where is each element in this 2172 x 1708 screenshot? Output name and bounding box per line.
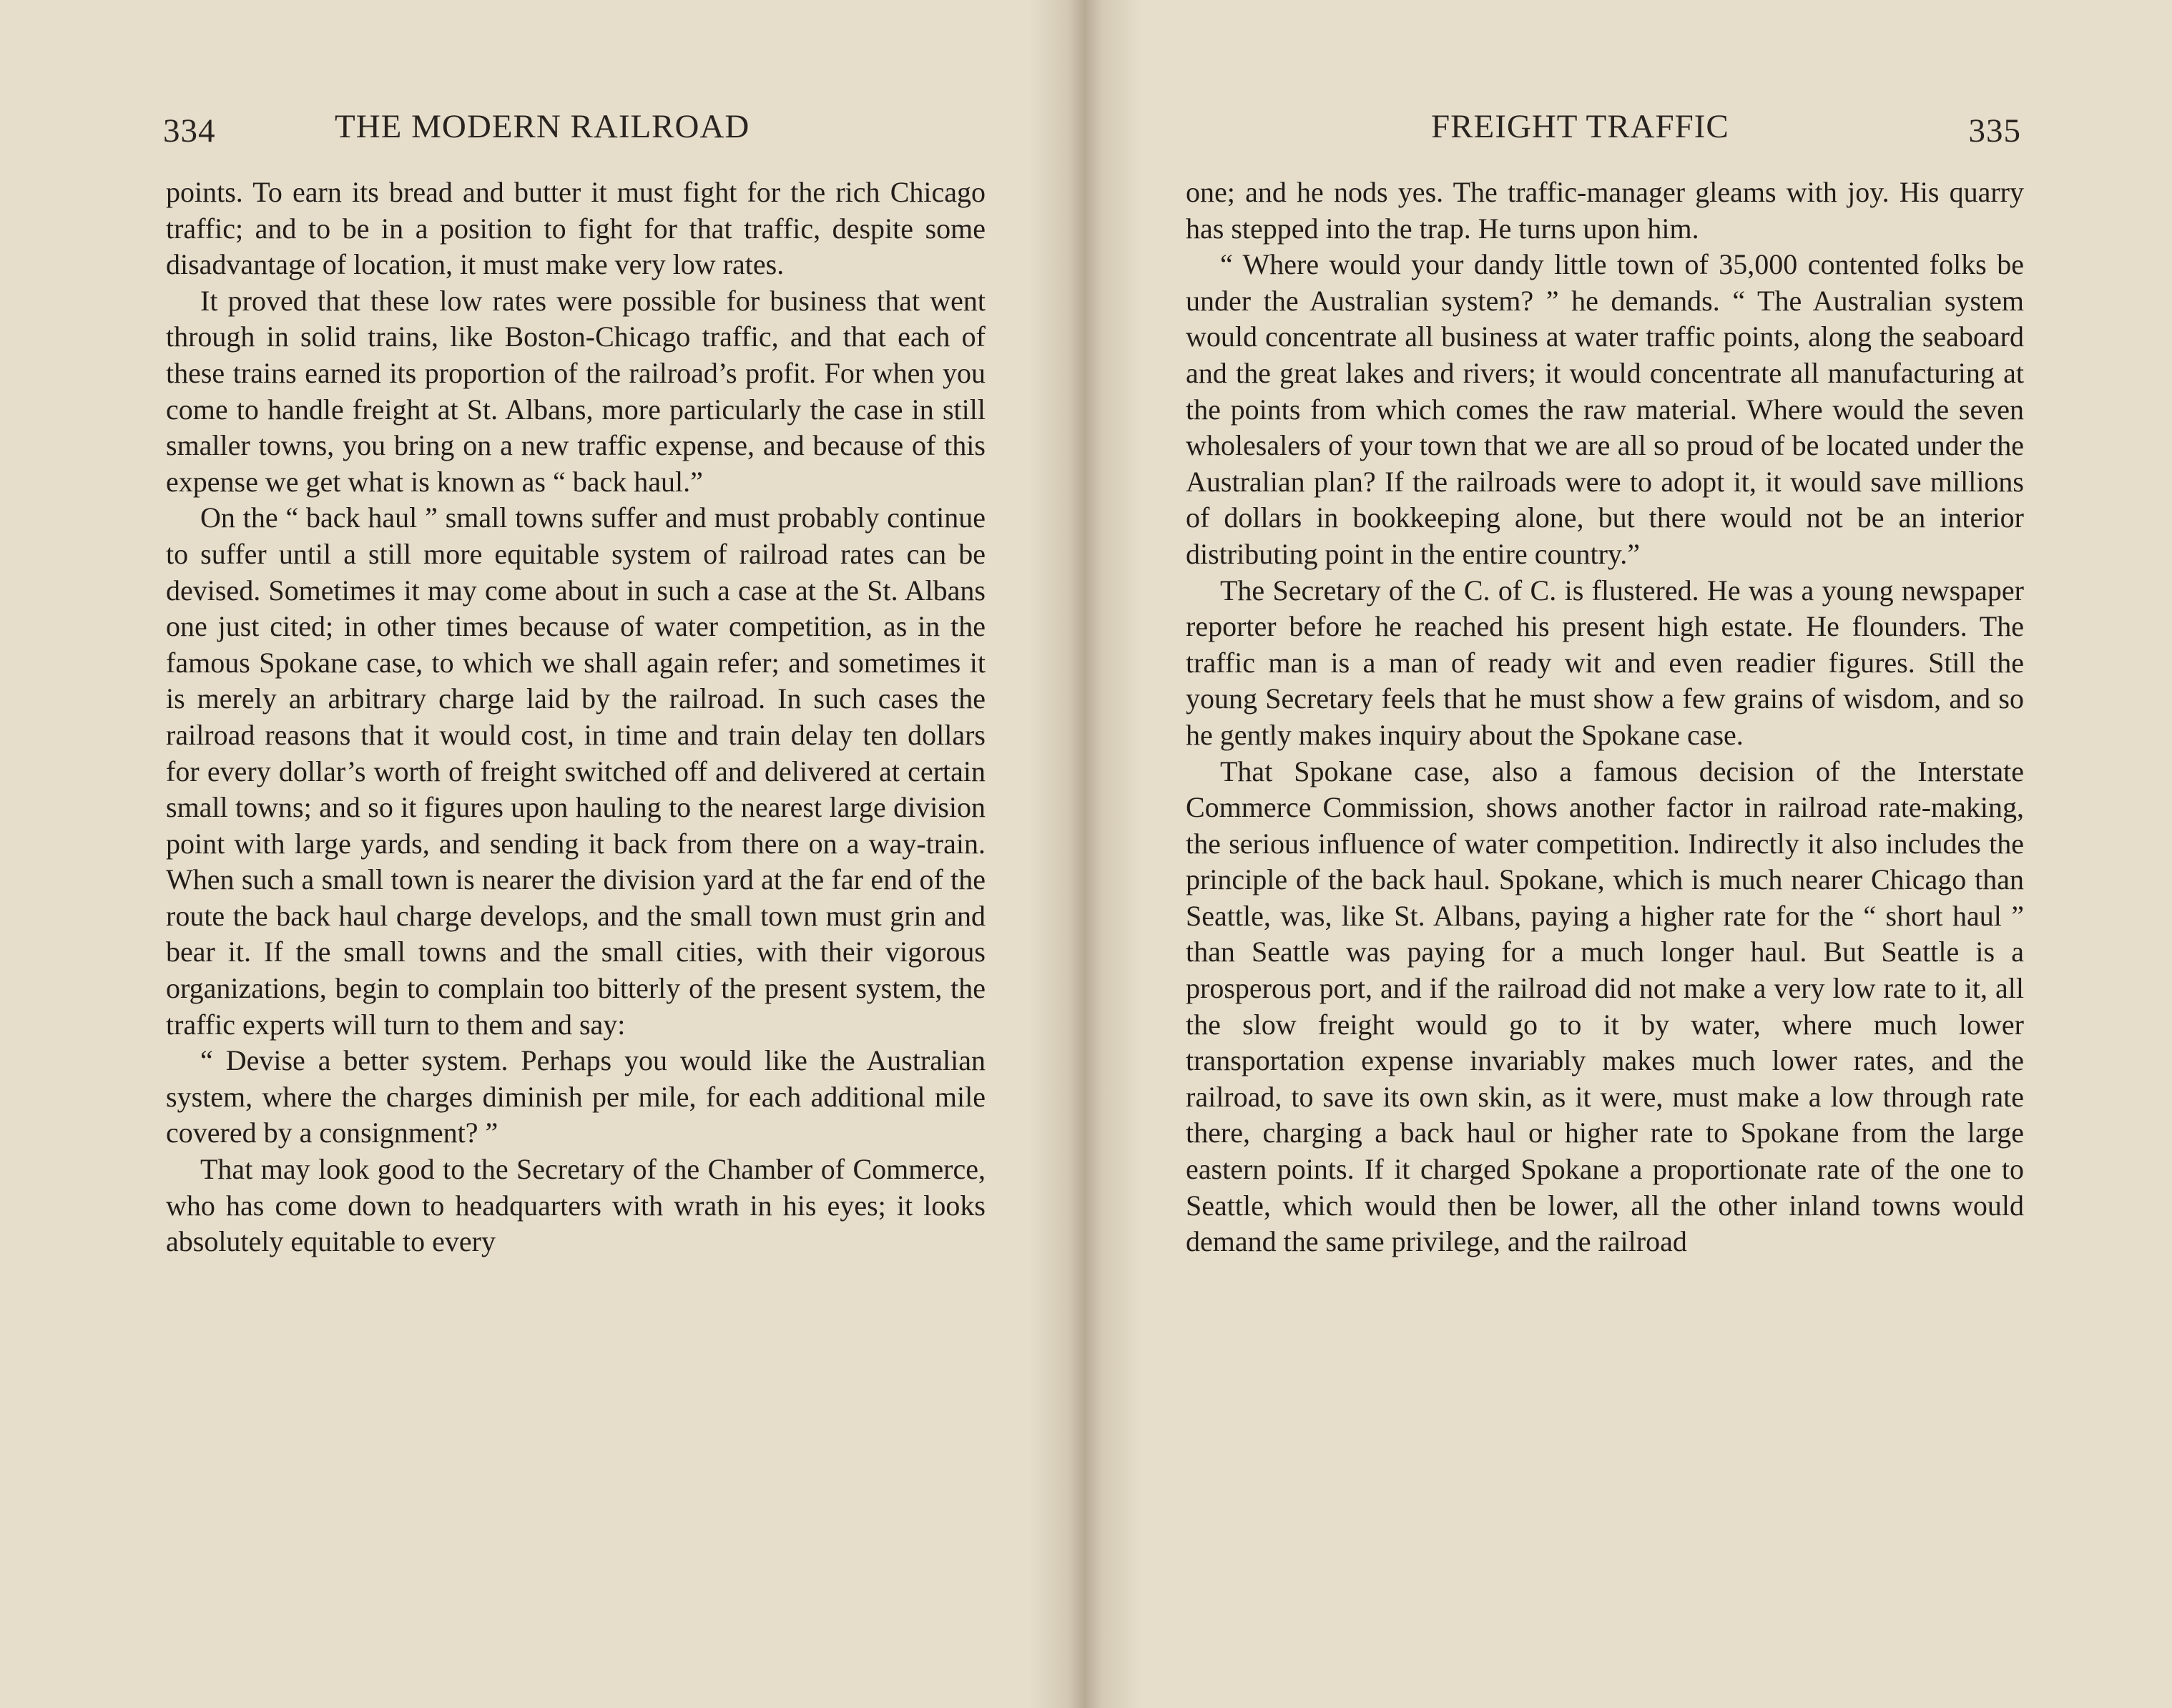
right-running-head — [1184, 107, 2021, 157]
gutter-shadow-right — [1086, 0, 1143, 1708]
paragraph: “ Where would your dandy little town of 35,000 contented folks be under the Australian system? ” he demands. “ The Australian system would concentrate all business at water traffic points, along the seaboard and the great lakes and rivers; it would concentrate all manufacturing at the points from which comes the raw material. Where would the seven wholesalers of your town that we are all so proud of be located under the Australian plan? If the railroads were to adopt it, it would save millions of dollars in bookkeeping alone, but there would not be an interior distributing point in the entire country.” — [1186, 248, 2024, 570]
right-running-title: FREIGHT TRAFFIC — [1431, 108, 1729, 145]
left-running-head — [163, 107, 986, 157]
paragraph: one; and he nods yes. The traffic-manager gleams with joy. His quarry has stepped into the trap. He turns upon him. — [1186, 176, 2024, 245]
paragraph: On the “ back haul ” small towns suffer and must probably continue to suffer until a still more equitable system of railroad rates can be devised. Sometimes it may come about in such a case at the St. Albans one just cited; in other times because of water competition, as in the famous Spokane case, to which we shall again refer; and sometimes it is merely an arbitrary charge laid by the railroad. In such cases the railroad reasons that it would cost, in time and train delay ten dollars for every dollar’s worth of freight switched off and delivered at certain small towns; and so it figures upon hauling to the nearest large division point with large yards, and sending it back from there on a way-train. When such a small town is nearer the division yard at the far end of the route the back haul charge develops, and the small town must grin and bear it. If the small towns and the small cities, with their vigorous organizations, begin to complain too bitterly of the present system, the traffic experts will turn to them and say: — [166, 501, 986, 1041]
right-page — [1086, 0, 2172, 1708]
right-page-number: 335 — [1968, 112, 2021, 149]
paragraph: “ Devise a better system. Perhaps you would like the Australian system, where the charges diminish per mile, for each additional mile covered by a consignment? ” — [166, 1044, 986, 1149]
gutter-shadow-left — [1028, 0, 1086, 1708]
left-page-number: 334 — [163, 112, 216, 149]
paragraph: points. To earn its bread and butter it must fight for the rich Chicago traffic; and to be in a position to fight for that traffic, despite some disadvantage of location, it must make very low rates. — [166, 176, 986, 281]
right-page-body — [1186, 175, 2024, 1260]
paragraph: That may look good to the Secretary of the Chamber of Commerce, who has come down to headquarters with wrath in his eyes; it looks absolutely equitable to every — [166, 1153, 986, 1258]
paragraph: That Spokane case, also a famous decision of the Interstate Commerce Commission, shows another factor in railroad rate-making, the serious influence of water competition. Indirectly it also includes the principle of the back haul. Spokane, which is much nearer Chicago than Seattle, was, like St. Albans, paying a higher rate for the “ short haul ” than Seattle was paying for a much longer haul. But Seattle is a prosperous port, and if the railroad did not make a very low rate to it, all the slow freight would go to it by water, where much lower transportation expense invariably makes much lower rates, and the railroad, to save its own skin, as it were, must make a low through rate there, charging a back haul or higher rate to Spokane from the large eastern points. If it charged Spokane a proportionate rate of the one to Seattle, which would then be lower, all the other inland towns would demand the same privilege, and the railroad — [1186, 755, 2024, 1258]
left-page-body — [166, 175, 986, 1260]
paragraph: The Secretary of the C. of C. is flustered. He was a young newspaper reporter before he reached his present high estate. He flounders. The traffic man is a man of ready wit and even readier figures. Still the young Secretary feels that he must show a few grains of wisdom, and so he gently makes inquiry about the Spokane case. — [1186, 574, 2024, 751]
left-running-title: THE MODERN RAILROAD — [335, 108, 750, 145]
paragraph: It proved that these low rates were possible for business that went through in solid trains, like Boston-Chicago traffic, and that each of these trains earned its proportion of the railroad’s profit. For when you come to handle freight at St. Albans, more particularly the case in still smaller towns, you bring on a new traffic expense, and because of this expense we get what is known as “ back haul.” — [166, 284, 986, 498]
